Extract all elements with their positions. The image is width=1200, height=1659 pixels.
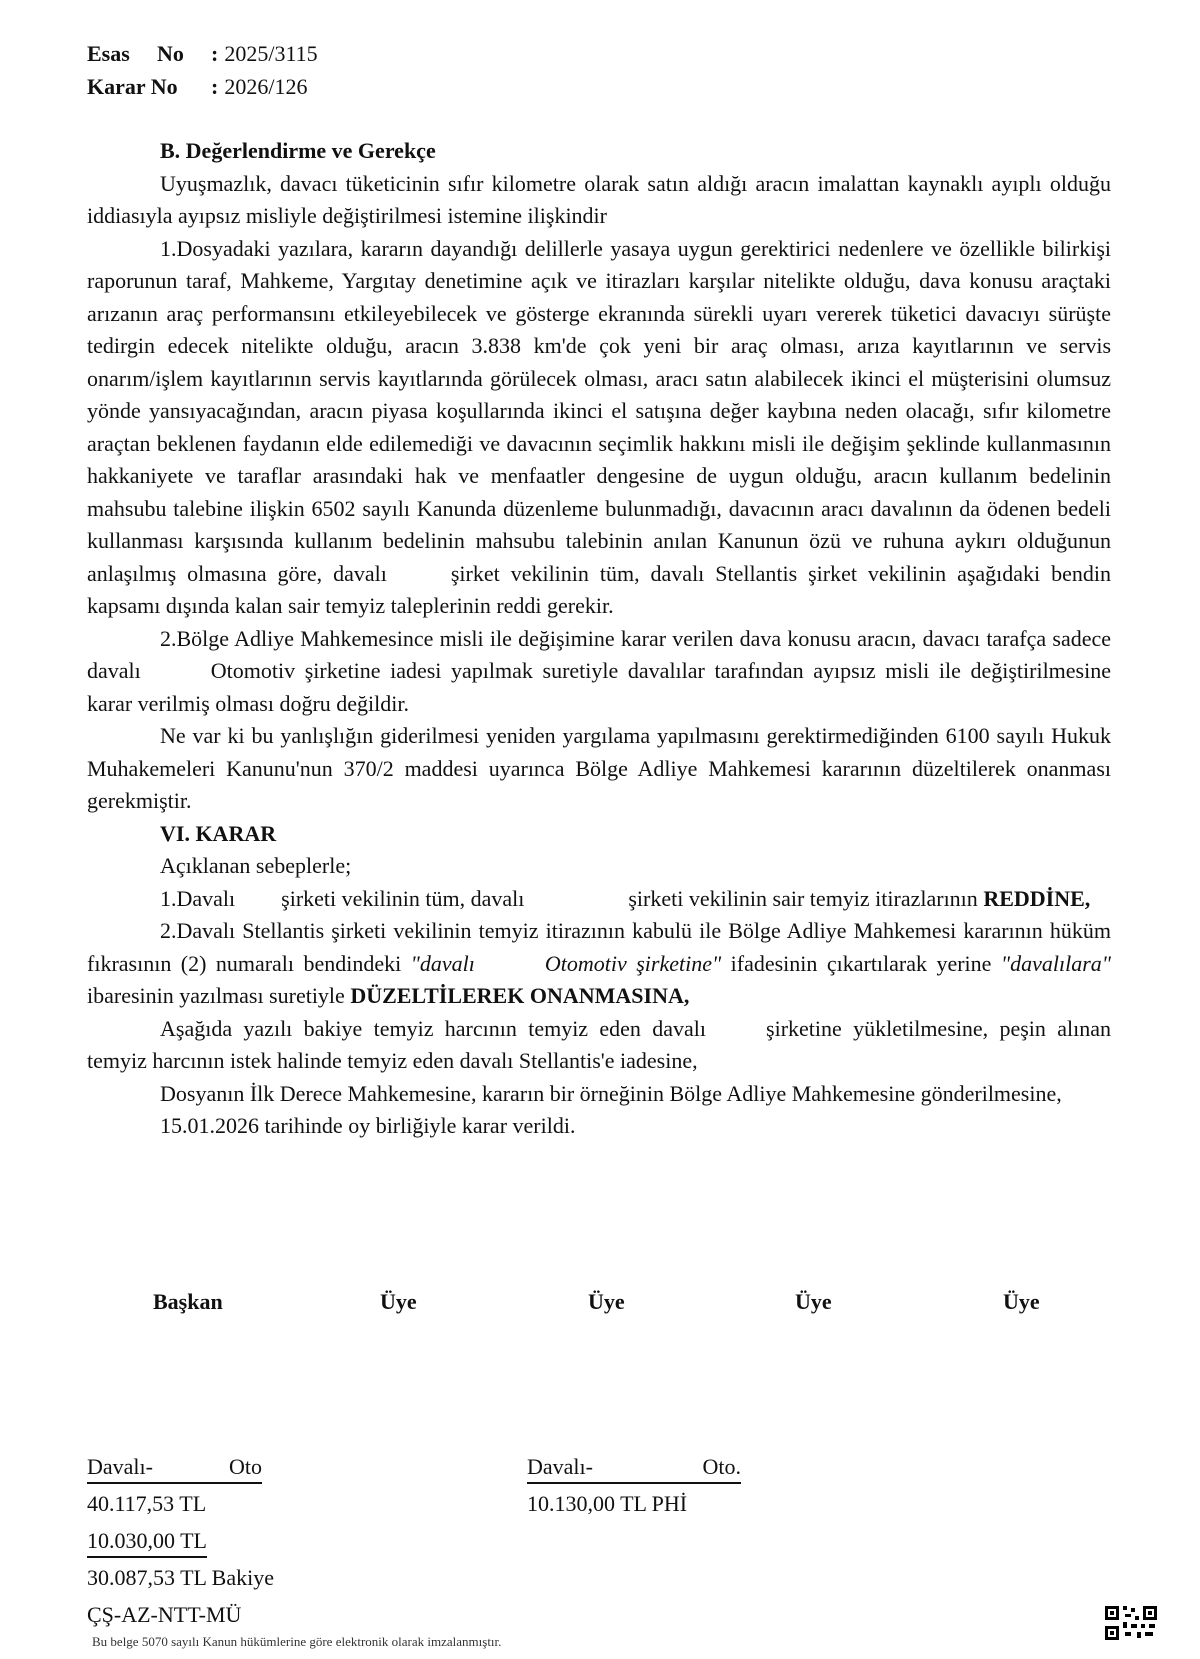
section-b-paragraph-3: Ne var ki bu yanlışlığın giderilmesi yeniden yargılama yapılmasını gerektirmediğinden 6100 sayılı Hukuk Muhakemeleri Kanunu'nun 370/2 maddesi uyarınca Bölge Adliye Mahkemesi kararının düzeltilerek onanması gerekmiştir. bbox=[87, 723, 1111, 813]
esas-label: Esas bbox=[87, 41, 130, 66]
fee-paragraph bbox=[87, 1013, 1111, 1078]
send-paragraph: Dosyanın İlk Derece Mahkemesine, kararın bir örneğinin Bölge Adliye Mahkemesine gönderilmesine, bbox=[160, 1080, 1062, 1106]
signature-uye-4: Üye bbox=[1003, 1289, 1040, 1314]
esas-no-label: No bbox=[157, 41, 184, 66]
fees-left-line-1: 40.117,53 TL bbox=[87, 1491, 207, 1516]
fees-left-line-4: ÇŞ-AZ-NTT-MÜ bbox=[87, 1602, 242, 1627]
p1-text-a: 1.Dosyadaki yazılara, kararın dayandığı delillerle yasaya uygun gerektirici nedenlere ve özellikle bilirkişi raporunun taraf, Mahkeme, Yargıtay denetimine açık ve itirazları karşılar nitelikte olduğu, dava konusu araçtaki arızanın araç performansını etkileyebilecek ve gösterge ekranında sürekli uyarı vererek tüketici davacıyı sürüşte tedirgin edecek nitelikte olduğu, aracın 3.838 km'de çok yeni bir araç olması, arıza kayıtlarının ve servis onarım/işlem kayıtlarının servis kayıtlarında görülecek olması, aracı satın alabilecek ikinci el müşterisini olumsuz yönde yansıyacağından, aracın piyasa koşullarında ikinci el satışına değer kaybına neden olacağı, sıfır kilometre araçtan beklenen faydanın elde edilemediği ve davacının seçimlik hakkını misli ile değişim şeklinde kullanmasının hakkaniyete ve taraflar arasındaki hak ve menfaatler dengesine de uygun olduğu, aracın kullanım bedelinin mahsubu talebine ilişkin 6502 sayılı Kanunda düzenleme bulunmadığı, davacının aracı davalının da ödenen bedeli kullanması karşısında kullanım bedelinin mahsubu talebinin anılan Kanunun özü ve ruhuna aykırı olduğunun anlaşılmış olmasına göre, davalı bbox=[87, 235, 1111, 586]
fees-right-title: Davalı- Oto. bbox=[527, 1452, 741, 1484]
karar-value: 2026/126 bbox=[224, 73, 308, 99]
esas-row bbox=[87, 38, 318, 71]
fees-right bbox=[527, 1448, 741, 1522]
fees-right-line-1: 10.130,00 TL PHİ bbox=[527, 1491, 688, 1516]
item1-rejection: REDDİNE, bbox=[983, 885, 1091, 911]
fees-left bbox=[87, 1448, 274, 1633]
section-vi-title: VI. KARAR bbox=[160, 820, 277, 846]
signature-uye-1: Üye bbox=[380, 1289, 417, 1314]
date-paragraph: 15.01.2026 tarihinde oy birliğiyle karar verildi. bbox=[160, 1113, 576, 1138]
fees-left-line-3: 30.087,53 TL Bakiye bbox=[87, 1565, 274, 1590]
item1-text-a: 1.Davalı bbox=[160, 885, 236, 911]
section-b-paragraph-1 bbox=[87, 233, 1111, 623]
qr-code-icon bbox=[1103, 1604, 1159, 1640]
item2-quote-1a: "davalı bbox=[410, 950, 475, 976]
item2-text-c: ibaresinin yazılması suretiyle bbox=[87, 983, 345, 1008]
case-header bbox=[87, 38, 318, 103]
item2-text-a: 2.Davalı Stellantis şirketi vekilinin temyiz itirazının kabulü ile Bölge Adliye Mahkemesi kararının hüküm fıkrasının (2) numaralı bendindeki bbox=[87, 918, 1111, 976]
fee-text-b: şirketine yükletilmesine, peşin alınan temyiz harcının istek halinde temyiz eden davalı Stellantis'e iadesine, bbox=[87, 1015, 1111, 1073]
karar-colon: : bbox=[211, 73, 219, 99]
decision-item-1 bbox=[87, 883, 1111, 916]
item1-text-c: şirketi vekilinin sair temyiz itirazlarının bbox=[628, 885, 978, 911]
section-b-intro: Uyuşmazlık, davacı tüketicinin sıfır kilometre olarak satın aldığı aracın imalattan kaynaklı ayıplı olduğu iddiasıyla ayıpsız misliyle değiştirilmesi istemine ilişkindir bbox=[87, 170, 1111, 228]
fees-left-line-2: 10.030,00 TL bbox=[87, 1526, 207, 1558]
document-body bbox=[87, 135, 1111, 1143]
karar-label: Karar No bbox=[87, 73, 178, 99]
item2-approval: DÜZELTİLEREK ONANMASINA, bbox=[350, 983, 690, 1008]
signature-uye-3: Üye bbox=[795, 1289, 832, 1314]
section-b-title: B. Değerlendirme ve Gerekçe bbox=[160, 138, 436, 163]
signature-baskan: Başkan bbox=[153, 1289, 223, 1314]
signature-uye-2: Üye bbox=[588, 1289, 625, 1314]
section-vi-intro: Açıklanan sebeplerle; bbox=[160, 853, 352, 878]
item2-quote-1b: Otomotiv şirketine" bbox=[544, 950, 722, 976]
footer-note: Bu belge 5070 sayılı Kanun hükümlerine göre elektronik olarak imzalanmıştır. bbox=[92, 1634, 502, 1649]
item2-text-b: ifadesinin çıkartılarak yerine bbox=[730, 950, 992, 976]
item1-text-b: şirketi vekilinin tüm, davalı bbox=[281, 885, 525, 911]
karar-row bbox=[87, 71, 318, 104]
esas-value: 2025/3115 bbox=[224, 41, 318, 66]
item2-quote-2: "davalılara" bbox=[1000, 950, 1111, 976]
fees-left-title: Davalı- Oto bbox=[87, 1452, 262, 1484]
section-b-paragraph-2 bbox=[87, 623, 1111, 721]
fee-text-a: Aşağıda yazılı bakiye temyiz harcının temyiz eden davalı bbox=[160, 1015, 707, 1041]
decision-item-2 bbox=[87, 915, 1111, 1013]
p2-text-b: Otomotiv şirketine iadesi yapılmak suretiyle davalılar tarafından ayıpsız misli ile değiştirilmesine karar verilmiş olması doğru değildir. bbox=[87, 658, 1111, 716]
p1-text-b: şirket vekilinin tüm, davalı Stellantis şirket vekilinin aşağıdaki bendin kapsamı dışında kalan sair temyiz taleplerinin reddi gerekir. bbox=[87, 560, 1111, 618]
esas-colon: : bbox=[211, 41, 219, 66]
p2-text-a: 2.Bölge Adliye Mahkemesince misli ile değişimine karar verilen dava konusu aracın, davacı tarafça sadece davalı bbox=[87, 625, 1111, 683]
